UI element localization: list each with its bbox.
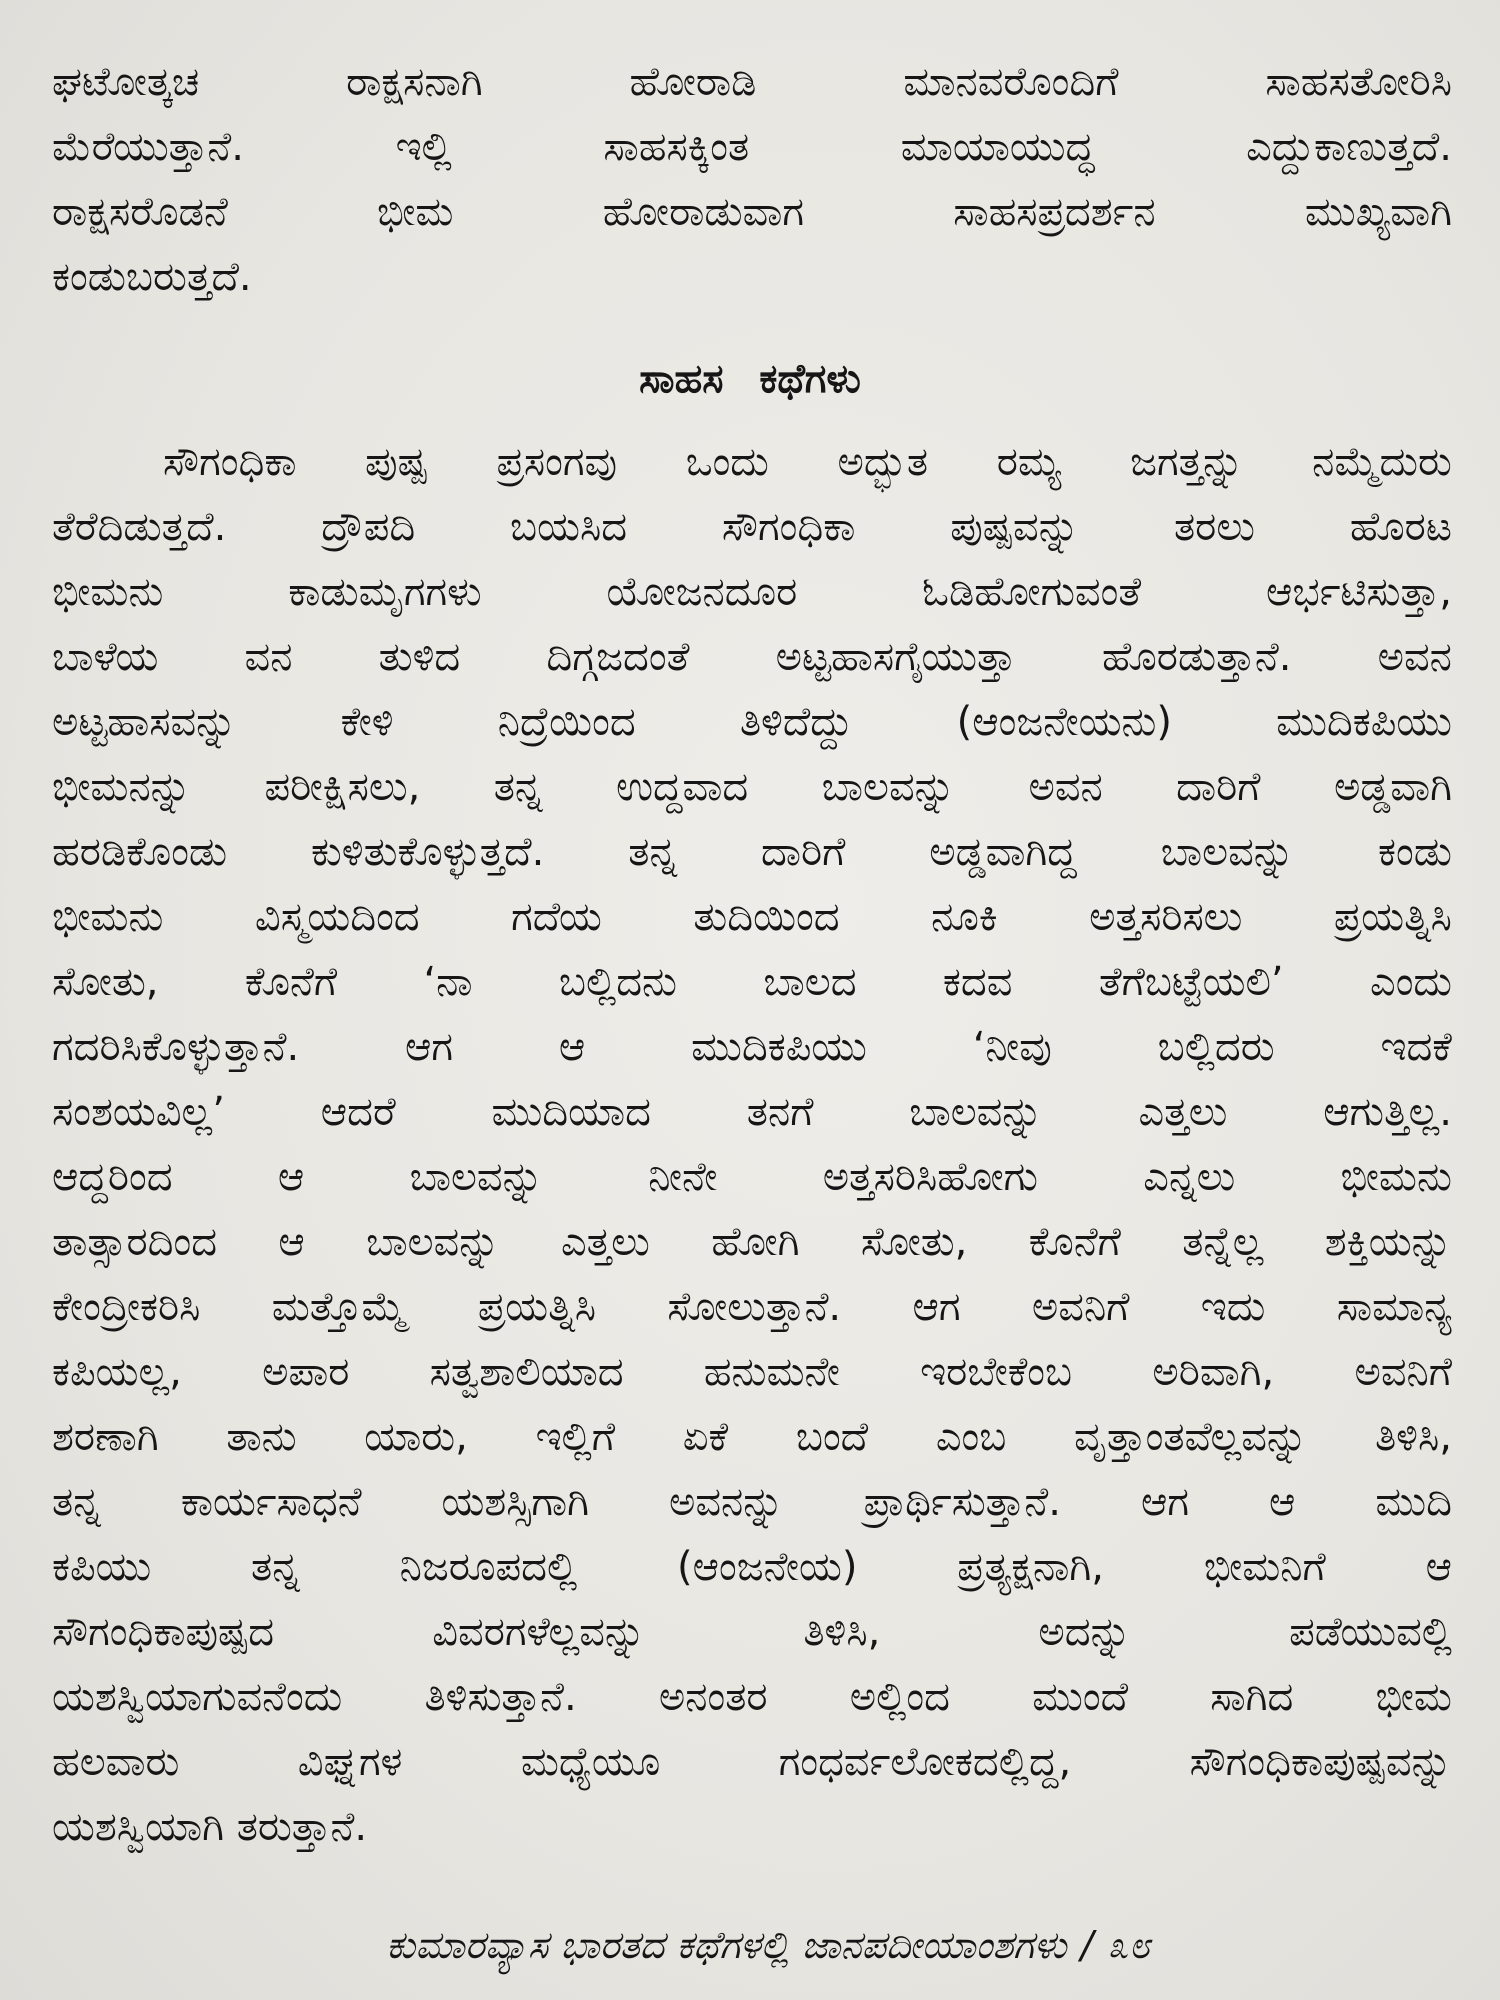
word: ನಮ್ಮೆದುರು [1312,439,1452,485]
word: ಅಟ್ಟಹಾಸಗೈಯುತ್ತಾ [775,634,1016,680]
text-line [52,755,1452,820]
word: ಎಂಬ [935,1414,1007,1460]
word: ಕಾಡುಮೃಗಗಳು [288,569,482,615]
word: ಶರಣಾಗಿ [52,1414,159,1460]
word: ಸೌಗಂಧಿಕಾ [163,439,297,485]
word: ಬಾಲದ [763,959,857,1005]
word: ಸೌಗಂಧಿಕಾ [721,504,856,550]
word: ಸಾಮಾನ್ಯ [1336,1284,1452,1330]
word: ತನಗೆ [746,1089,814,1135]
word: ಭೀಮನು [52,569,164,615]
word: ಏಕೆ [682,1414,729,1460]
word: ತನ್ನ [251,1544,300,1590]
word: ಸಂಶಯವಿಲ್ಲ’ [52,1089,225,1135]
word: ಆ [1268,1479,1296,1525]
word: ಅವನ [1028,764,1103,810]
word: ಎತ್ತಲು [1138,1089,1228,1135]
word: ಪ್ರಯತ್ನಿಸಿ [1333,894,1452,940]
word: ಇರಬೇಕೆಂಬ [920,1349,1073,1395]
word: ಒಂದು [685,439,769,485]
word: ಹನುಮನೇ [703,1349,840,1395]
word: ಪ್ರತ್ಯಕ್ಷನಾಗಿ, [957,1544,1105,1590]
word: ಅವನಿಗೆ [1354,1349,1452,1395]
word: ಅದ್ಭುತ [837,439,929,485]
text-line [52,1665,1452,1730]
word: ವನ [244,634,293,680]
word: ಇದು [1200,1284,1266,1330]
intro-paragraph [52,50,1452,310]
word: ಭೀಮ [1375,1674,1452,1720]
word: ಅವನ [1377,634,1452,680]
word: ‘ನಾ [423,959,473,1005]
word: ತಾನು [226,1414,297,1460]
word: ಮುದಿಯಾದ [491,1089,651,1135]
word: ಅನಂತರ [658,1674,768,1720]
word: ಮೆರೆಯುತ್ತಾನೆ. [52,124,244,170]
word: ಆದ್ದರಿಂದ [52,1154,173,1200]
text-line [52,430,1452,495]
word: ಬಾಲವನ್ನು [409,1154,543,1200]
text-line [52,1210,1452,1275]
word: (ಆಂಜನೇಯನು) [956,699,1173,745]
word: ದ್ರೌಪದಿ [321,504,416,550]
word: ಮಾಯಾಯುದ್ಧ [900,124,1095,170]
word: ತೆಗೆಬಟ್ಟೆಯಲಿ’ [1098,959,1284,1005]
word: ಕೊನೆಗೆ [244,959,338,1005]
text-line [52,820,1452,885]
word: ಸತ್ವಶಾಲಿಯಾದ [429,1349,624,1395]
word: ಕಪಿಯಲ್ಲ, [52,1349,182,1395]
text-line [52,1145,1452,1210]
word: ನಿದ್ರೆಯಿಂದ [497,699,636,745]
word: (ಆಂಜನೇಯ) [677,1544,858,1590]
word: ಮುಖ್ಯವಾಗಿ [1304,189,1452,235]
word: ಎದ್ದುಕಾಣುತ್ತದೆ. [1246,124,1452,170]
word: ಪುಷ್ಪ [365,439,428,485]
word: ವಿಘ್ನಗಳ [297,1739,403,1785]
text-line [52,1405,1452,1470]
word: ತಿಳಿದೆದ್ದು [739,699,853,745]
word: ಘಟೋತ್ಕಚ [52,59,200,105]
word: ಸೌಗಂಧಿಕಾಪುಷ್ಪದ [52,1609,275,1655]
word: ಅಪಾರ [262,1349,350,1395]
word: ಎತ್ತಲು [560,1219,650,1265]
word: ಸೌಗಂಧಿಕಾಪುಷ್ಪವನ್ನು [1189,1739,1452,1785]
word: ಬಾಲವನ್ನು [1160,829,1295,875]
word: ಭೀಮನನ್ನು [52,764,192,810]
word: ಪ್ರಯತ್ನಿಸಿ [477,1284,596,1330]
word: ತಿಳಿಸಿ, [803,1609,881,1655]
running-footer [0,1915,1500,1975]
word: ನೂಕಿ [931,894,998,940]
word: ರಾಕ್ಷಸನಾಗಿ [346,59,483,105]
page-number: ೩೮ [1107,1923,1150,1967]
word: ಗದೆಯ [511,894,602,940]
word: ಗಂಧರ್ವಲೋಕದಲ್ಲಿದ್ದ, [778,1739,1072,1785]
word: ಆಗುತ್ತಿಲ್ಲ. [1323,1089,1452,1135]
word: ದಾರಿಗೆ [761,829,846,875]
word: ಅಡ್ಡವಾಗಿದ್ದ [929,829,1077,875]
word: ಅಟ್ಟಹಾಸವನ್ನು [52,699,237,745]
word: ಸೋತು, [860,1219,968,1265]
word: ಭೀಮನು [1340,1154,1452,1200]
word: ಭೀಮ [377,189,454,235]
text-line [52,115,1452,180]
word: ಕದವ [942,959,1013,1005]
word: ತನ್ನ [628,829,678,875]
word: ಬಾಳೆಯ [52,634,159,680]
word: ಪರೀಕ್ಷಿಸಲು, [264,764,421,810]
word: ಇಲ್ಲಿಗೆ [535,1414,616,1460]
word: ಇಲ್ಲಿ [395,124,452,170]
word: ಆಗ [912,1284,961,1330]
word: ಅದನ್ನು [1038,1609,1131,1655]
word: ತರಲು [1173,504,1255,550]
word: ಆರ್ಭಟಿಸುತ್ತಾ, [1265,569,1452,615]
word: ವಿವರಗಳೆಲ್ಲವನ್ನು [432,1609,646,1655]
section-paragraph [52,430,1452,1860]
word: ಆಗ [1140,1479,1189,1525]
word: ಆದರೆ [320,1089,396,1135]
word: ಆ [278,1219,305,1265]
word: ಬಾಲವನ್ನು [366,1219,500,1265]
text-line [52,625,1452,690]
word: ಸೋಲುತ್ತಾನೆ. [667,1284,842,1330]
text-line [52,560,1452,625]
word: ಪ್ರಾರ್ಥಿಸುತ್ತಾನೆ. [863,1479,1061,1525]
word: ಇದಕೆ [1380,1024,1452,1070]
word: ಜಗತ್ತನ್ನು [1130,439,1244,485]
word: ಅವನನ್ನು [669,1479,784,1525]
word: ಸೋತು, [52,959,159,1005]
text-line [52,1730,1452,1795]
word: ಮಾನವರೊಂದಿಗೆ [903,59,1119,105]
word: ಆಗ [405,1024,454,1070]
word: ಕಪಿಯು [52,1544,152,1590]
word: ಭೀಮನಿಗೆ [1203,1544,1326,1590]
word: ಬಲ್ಲಿದರು [1157,1024,1275,1070]
word: ಎಂದು [1370,959,1452,1005]
running-title: ಕುಮಾರವ್ಯಾಸ ಭಾರತದ ಕಥೆಗಳಲ್ಲಿ ಜಾನಪದೀಯಾಂಶಗಳು [386,1923,1067,1967]
word: ತಾತ್ಸಾರದಿಂದ [52,1219,218,1265]
word: ಹೋರಾಡುವಾಗ [602,189,804,235]
word: ಹೋರಾಡಿ [629,59,757,105]
word: ಸಾಹಸಕ್ಕಿಂತ [603,124,750,170]
word: ಬಂದೆ [795,1414,869,1460]
word: ದಿಗ್ಗಜದಂತೆ [546,634,690,680]
word: ಸಾಗಿದ [1210,1674,1294,1720]
text-line [52,1535,1452,1600]
word: ಯಾರು, [364,1414,468,1460]
word: ಬಲ್ಲಿದನು [558,959,677,1005]
word: ಕುಳಿತುಕೊಳ್ಳುತ್ತದೆ. [311,829,545,875]
word: ತಿಳಿಸಿ, [1374,1414,1452,1460]
word: ತೆರೆದಿಡುತ್ತದೆ. [52,504,227,550]
footer-separator: / [1080,1923,1094,1967]
word: ಆ [277,1154,305,1200]
word: ಬಯಸಿದ [510,504,628,550]
word: ತನ್ನ [493,764,543,810]
text-line [52,1080,1452,1145]
word: ಮತ್ತೊಮ್ಮೆ [271,1284,407,1330]
text-line [52,50,1452,115]
word: ಕೊನೆಗೆ [1028,1219,1121,1265]
word: ಸಾಹಸಪ್ರದರ್ಶನ [953,189,1156,235]
text-line [52,180,1452,245]
word: ಯಶಸ್ವಿಯಾಗುವನೆಂದು [52,1674,343,1720]
word: ಭೀಮನು [52,894,164,940]
word: ಆ [1425,1544,1452,1590]
text-line [52,690,1452,755]
word: ಓಡಿಹೋಗುವಂತೆ [922,569,1142,615]
word: ಕೇಂದ್ರೀಕರಿಸಿ [52,1284,201,1330]
word: ಯಶಸ್ಸಿಗಾಗಿ [441,1479,590,1525]
word: ಕೇಳಿ [340,699,394,745]
word: ಹೊರಟ [1349,504,1452,550]
word: ತನ್ನೆಲ್ಲ [1182,1219,1264,1265]
word: ಪಡೆಯುವಲ್ಲಿ [1289,1609,1452,1655]
word: ಮುದಿಕಪಿಯು [691,1024,867,1070]
word: ಬಾಲವನ್ನು [909,1089,1043,1135]
word: ಮುದಿ [1375,1479,1452,1525]
word: ಮುದಿಕಪಿಯು [1276,699,1452,745]
word: ಅಡ್ಡವಾಗಿ [1333,764,1452,810]
word: ರಾಕ್ಷಸರೊಡನೆ [52,189,228,235]
word: ಅಲ್ಲಿಂದ [849,1674,950,1720]
word: ವೃತ್ತಾಂತವೆಲ್ಲವನ್ನು [1074,1414,1308,1460]
word: ಅತ್ತಸರಿಸಿಹೋಗು [822,1154,1038,1200]
text-line [52,1015,1452,1080]
word: ದಾರಿಗೆ [1176,764,1261,810]
word: ತುದಿಯಿಂದ [693,894,840,940]
word: ರಮ್ಯ [996,439,1062,485]
section-heading: ಸಾಹಸ ಕಥೆಗಳು [639,356,861,402]
word: ಕಾರ್ಯಸಾಧನೆ [180,1479,362,1525]
word: ಮುಂದೆ [1032,1674,1129,1720]
text-line [52,1275,1452,1340]
word: ಹೋಗಿ [711,1219,800,1265]
word: ‘ನೀವು [972,1024,1052,1070]
word: ತುಳಿದ [378,634,461,680]
text-line [52,1600,1452,1665]
word: ಸಾಹಸತೋರಿಸಿ [1265,59,1452,105]
text-line: ಕಂಡುಬರುತ್ತದೆ. [52,254,252,300]
word: ಗದರಿಸಿಕೊಳ್ಳುತ್ತಾನೆ. [52,1024,300,1070]
word: ಬಾಲವನ್ನು [821,764,956,810]
word: ಉದ್ದವಾದ [616,764,749,810]
word: ನೀನೇ [648,1154,718,1200]
word: ಅವನಿಗೆ [1031,1284,1130,1330]
word: ತನ್ನ [52,1479,101,1525]
word: ವಿಸ್ಮಯದಿಂದ [254,894,420,940]
word: ಪ್ರಸಂಗವು [496,439,618,485]
text-line [52,885,1452,950]
word: ಮಧ್ಯೆಯೂ [520,1739,661,1785]
text-line [52,495,1452,560]
word: ಅತ್ತಸರಿಸಲು [1089,894,1243,940]
word: ಹೊರಡುತ್ತಾನೆ. [1101,634,1292,680]
word: ಶಕ್ತಿಯನ್ನು [1324,1219,1452,1265]
word: ಪುಷ್ಪವನ್ನು [950,504,1080,550]
text-line [52,1470,1452,1535]
text-line: ಯಶಸ್ವಿಯಾಗಿ ತರುತ್ತಾನೆ. [52,1804,368,1850]
word: ಯೋಜನದೂರ [606,569,798,615]
word: ಹರಡಿಕೊಂಡು [52,829,228,875]
text-line [52,1340,1452,1405]
word: ಆ [558,1024,586,1070]
word: ಕಂಡು [1378,829,1452,875]
word: ಎನ್ನಲು [1143,1154,1236,1200]
word: ಅರಿವಾಗಿ, [1152,1349,1275,1395]
word: ಹಲವಾರು [52,1739,180,1785]
word: ತಿಳಿಸುತ್ತಾನೆ. [424,1674,577,1720]
text-line [52,950,1452,1015]
word: ನಿಜರೂಪದಲ್ಲಿ [399,1544,578,1590]
